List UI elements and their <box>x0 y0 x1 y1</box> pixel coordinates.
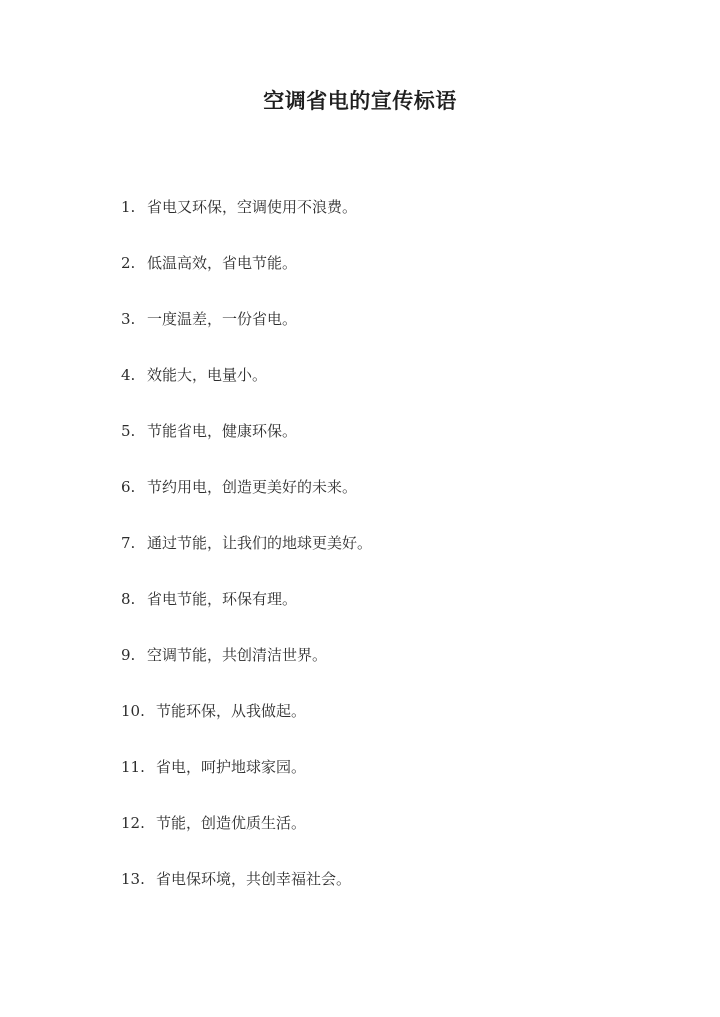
slogan-list <box>121 193 372 921</box>
list-item <box>121 865 372 921</box>
item-text: 省电，呵护地球家园。 <box>156 758 307 776</box>
list-item <box>121 641 372 697</box>
list-item <box>121 249 372 305</box>
item-number: 4. <box>121 366 136 384</box>
item-text: 效能大，电量小。 <box>147 366 268 384</box>
item-number: 6. <box>121 478 136 496</box>
item-text: 节能，创造优质生活。 <box>156 814 307 832</box>
list-item <box>121 585 372 641</box>
item-text: 省电保环境，共创幸福社会。 <box>156 870 352 888</box>
item-text: 节能省电，健康环保。 <box>147 422 298 440</box>
list-item <box>121 529 372 585</box>
item-text: 节约用电，创造更美好的未来。 <box>147 478 358 496</box>
list-item <box>121 697 372 753</box>
item-text: 省电节能，环保有理。 <box>147 590 298 608</box>
item-text: 省电又环保，空调使用不浪费。 <box>147 198 358 216</box>
list-item <box>121 193 372 249</box>
item-number: 5. <box>121 422 136 440</box>
list-item <box>121 305 372 361</box>
list-item <box>121 753 372 809</box>
item-number: 8. <box>121 590 136 608</box>
item-text: 空调节能，共创清洁世界。 <box>147 646 328 664</box>
list-item <box>121 473 372 529</box>
item-number: 11. <box>121 758 145 776</box>
item-text: 节能环保，从我做起。 <box>156 702 307 720</box>
list-item <box>121 809 372 865</box>
item-number: 3. <box>121 310 136 328</box>
item-number: 10. <box>121 702 145 720</box>
list-item <box>121 361 372 417</box>
item-number: 12. <box>121 814 145 832</box>
item-number: 1. <box>121 198 136 216</box>
item-number: 9. <box>121 646 136 664</box>
item-text: 通过节能，让我们的地球更美好。 <box>147 534 373 552</box>
item-number: 2. <box>121 254 136 272</box>
item-text: 低温高效，省电节能。 <box>147 254 298 272</box>
item-number: 7. <box>121 534 136 552</box>
item-text: 一度温差，一份省电。 <box>147 310 298 328</box>
item-number: 13. <box>121 870 145 888</box>
list-item <box>121 417 372 473</box>
page-title: 空调省电的宣传标语 <box>263 88 457 113</box>
